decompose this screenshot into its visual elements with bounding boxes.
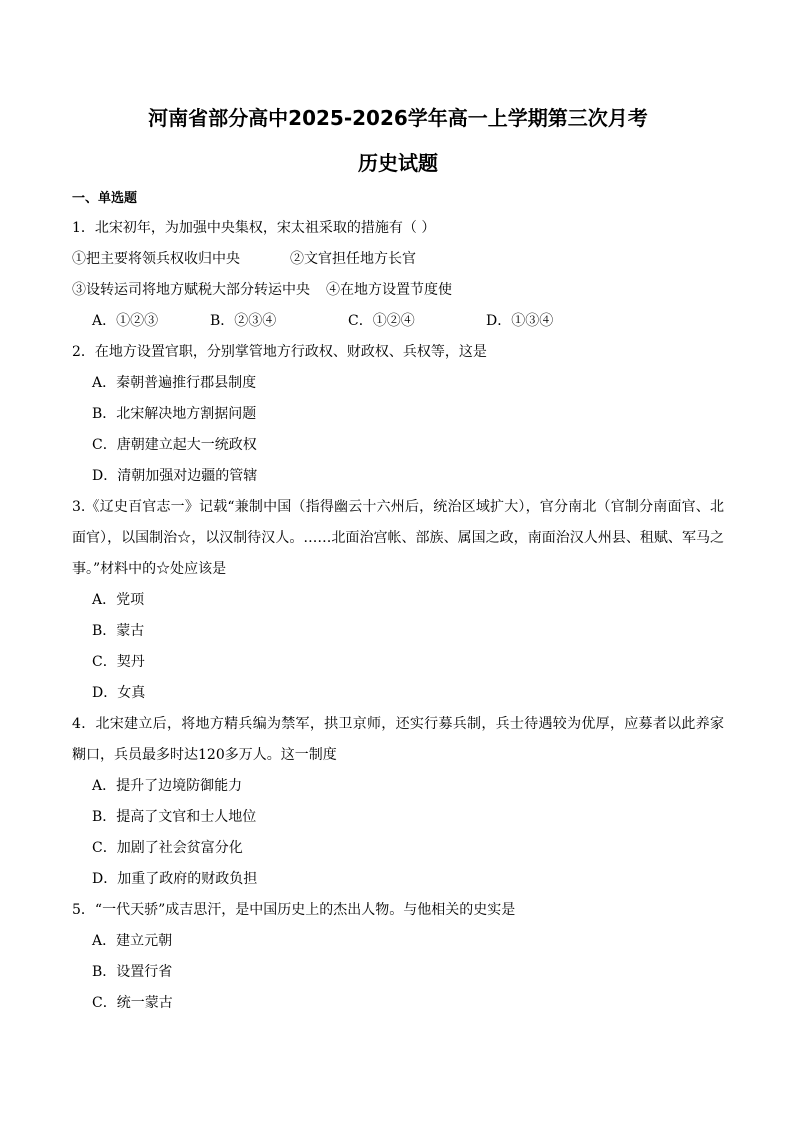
exam-title: 河南省部分高中2025-2026学年高一上学期第三次月考 bbox=[148, 106, 648, 130]
option-a[interactable]: A．秦朝普遍推行郡县制度 bbox=[92, 375, 257, 391]
option-d[interactable]: D．加重了政府的财政负担 bbox=[92, 871, 258, 887]
question-stem: 3.《辽史百官志一》记载“兼制中国（指得幽云十六州后，统治区域扩大），官分南北（官制分南面官、北面官），以国制治☆，以汉制待汉人。……北面治宫帐、部族、属国之政，南面治汉人州县、租赋、军马之事。”材料中的☆处应该是 bbox=[72, 499, 724, 577]
option-b[interactable]: B．提高了文官和士人地位 bbox=[92, 809, 257, 825]
question-3 bbox=[72, 492, 724, 709]
option-b[interactable]: B．蒙古 bbox=[92, 623, 145, 639]
question-stem: 2．在地方设置官职，分别掌管地方行政权、财政权、兵权等，这是 bbox=[72, 344, 487, 360]
option-row bbox=[72, 306, 724, 337]
exam-subject: 历史试题 bbox=[358, 151, 438, 175]
statement-row bbox=[72, 275, 724, 306]
option-a[interactable]: A．党项 bbox=[92, 592, 145, 608]
option-c[interactable]: C．加剧了社会贫富分化 bbox=[92, 840, 243, 856]
question-4 bbox=[72, 709, 724, 895]
option-c[interactable]: C．①②④ bbox=[348, 313, 415, 329]
question-2 bbox=[72, 337, 724, 492]
option-a[interactable]: A．①②③ bbox=[92, 313, 159, 329]
question-stem: 1．北宋初年，为加强中央集权，宋太祖采取的措施有（ ） bbox=[72, 220, 436, 236]
option-a[interactable]: A．建立元朝 bbox=[92, 933, 173, 949]
statement-3: ③设转运司将地方赋税大部分转运中央 bbox=[72, 282, 310, 298]
option-c[interactable]: C．唐朝建立起大一统政权 bbox=[92, 437, 257, 453]
question-1 bbox=[72, 213, 724, 337]
statement-1: ①把主要将领兵权收归中央 bbox=[72, 251, 240, 267]
option-b[interactable]: B．②③④ bbox=[210, 313, 277, 329]
option-d[interactable]: D．①③④ bbox=[486, 313, 554, 329]
question-stem: 4．北宋建立后，将地方精兵编为禁军，拱卫京师，还实行募兵制，兵士待遇较为优厚，应募者以此养家糊口，兵员最多时达120多万人。这一制度 bbox=[72, 716, 724, 763]
option-b[interactable]: B．设置行省 bbox=[92, 964, 173, 980]
option-d[interactable]: D．女真 bbox=[92, 685, 146, 701]
option-b[interactable]: B．北宋解决地方割据问题 bbox=[92, 406, 257, 422]
question-5 bbox=[72, 895, 724, 1019]
section-heading: 一、单选题 bbox=[72, 191, 138, 206]
option-a[interactable]: A．提升了边境防御能力 bbox=[92, 778, 243, 794]
question-stem: 5．“一代天骄”成吉思汗，是中国历史上的杰出人物。与他相关的史实是 bbox=[72, 902, 516, 918]
statement-4: ④在地方设置节度使 bbox=[326, 282, 452, 298]
statement-2: ②文官担任地方长官 bbox=[290, 251, 416, 267]
option-c[interactable]: C．契丹 bbox=[92, 654, 145, 670]
option-c[interactable]: C．统一蒙古 bbox=[92, 995, 173, 1011]
statement-row bbox=[72, 244, 724, 275]
option-d[interactable]: D．清朝加强对边疆的管辖 bbox=[92, 468, 258, 484]
